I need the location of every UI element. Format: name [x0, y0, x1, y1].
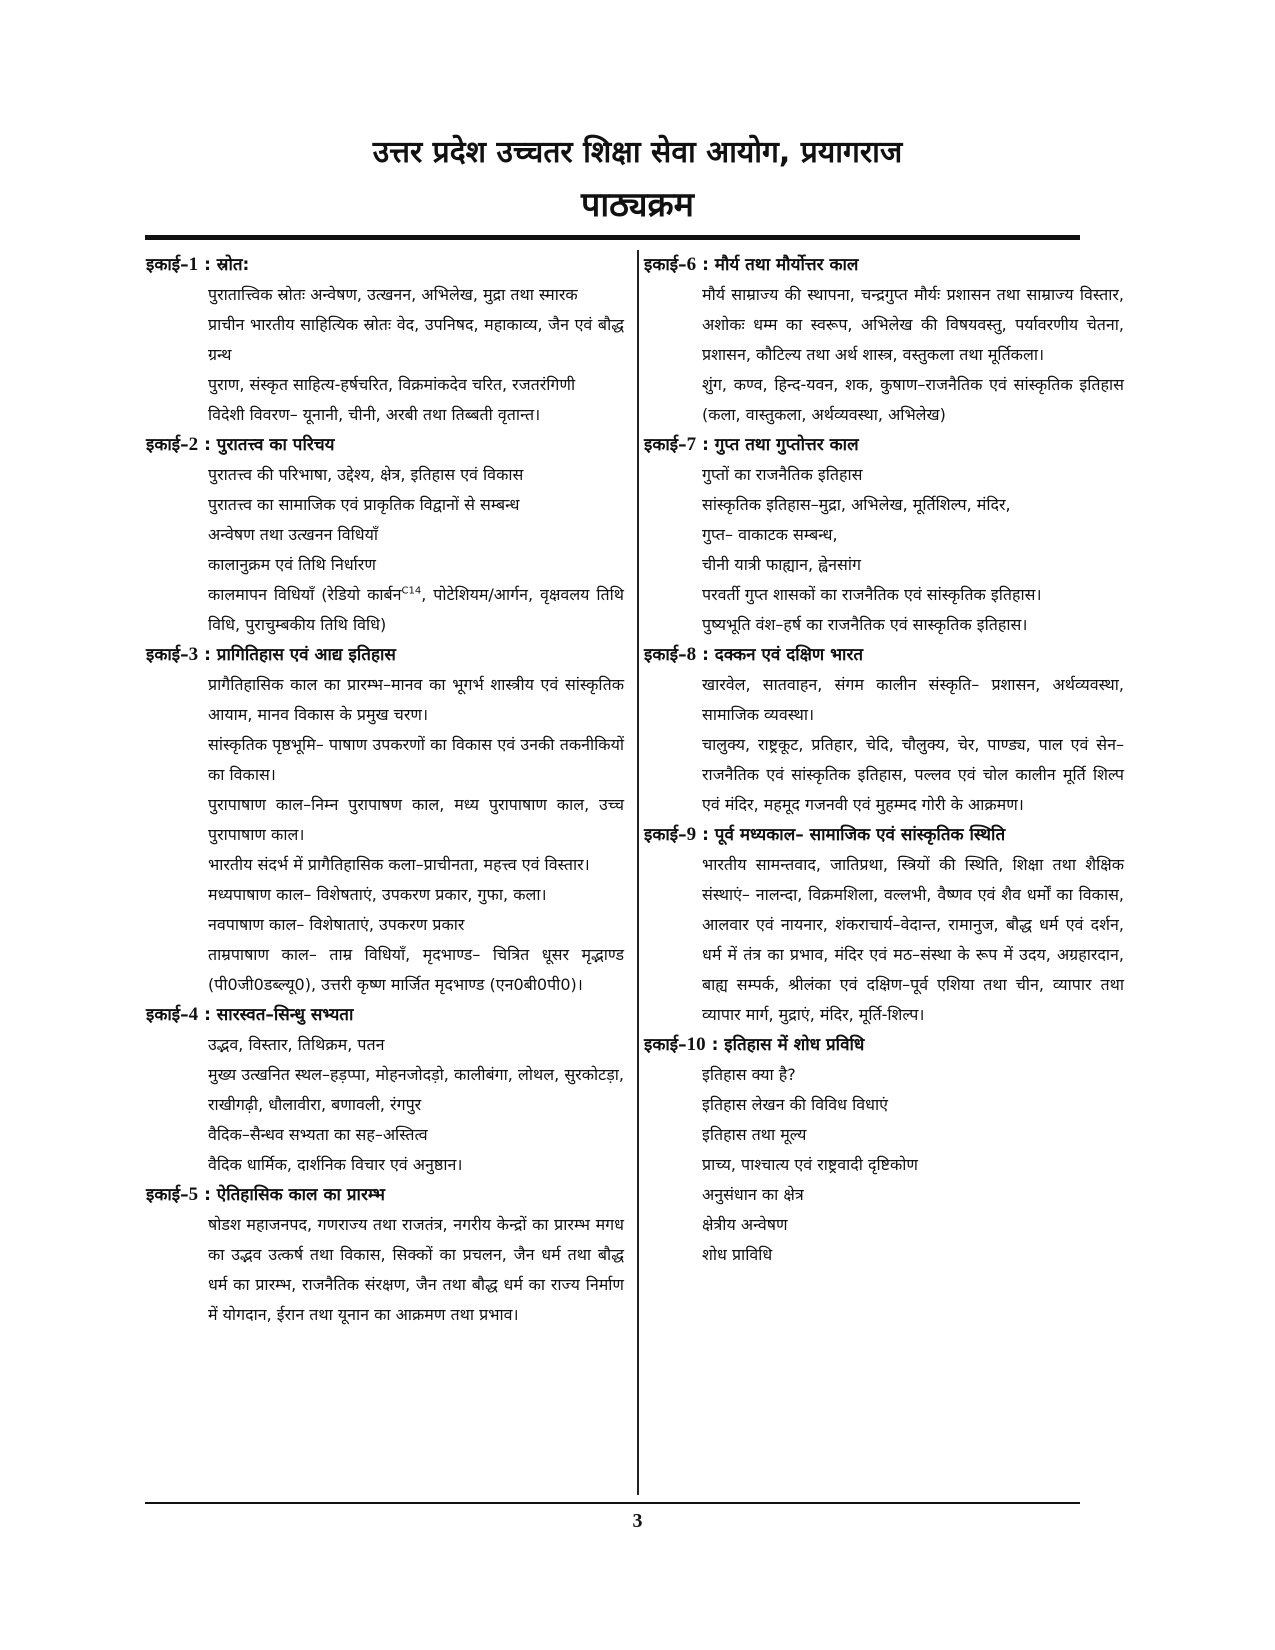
syllabus-item: प्राचीन भारतीय साहित्यिक स्रोतः वेद, उपनिषद, महाकाव्य, जैन एवं बौद्ध ग्रन्थ	[208, 315, 624, 364]
unit-separator: :	[705, 1035, 725, 1055]
unit-number: 8	[686, 644, 697, 665]
unit-label: इकाई–	[146, 435, 189, 455]
syllabus-item: षोडश महाजनपद, गणराज्य तथा राजतंत्र, नगरीय केन्द्रों का प्रारम्भ मगध का उद्भव उत्कर्ष तथा विकास, सिक्कों का प्रचलन, जैन धर्म तथा बौद्ध धर्म का प्रारम्भ, राजनैतिक संरक्षण, जैन तथा बौद्ध धर्म का राज्य निर्माण में योगदान, ईरान तथा यूनान का आक्रमण तथा प्रभाव।	[208, 1215, 624, 1324]
unit-separator: :	[696, 825, 715, 845]
footer-rule	[145, 1502, 1080, 1504]
unit-separator: :	[198, 645, 217, 665]
unit-label: इकाई–	[146, 1185, 189, 1205]
unit-title: पूर्व मध्यकाल– सामाजिक एवं सांस्कृतिक स्थिति	[714, 825, 1006, 845]
unit-title: दक्कन एवं दक्षिण भारत	[714, 645, 864, 665]
unit-number: 7	[686, 434, 697, 455]
unit-1	[146, 250, 624, 430]
syllabus-item: पुरातत्त्व की परिभाषा, उद्देश्य, क्षेत्र, इतिहास एवं विकास	[208, 465, 524, 484]
unit-label: इकाई–	[146, 1005, 189, 1025]
unit-separator: :	[696, 645, 715, 665]
unit-title: पुरातत्त्व का परिचय	[216, 435, 335, 455]
syllabus-item: गुप्त– वाकाटक सम्बन्ध,	[702, 525, 838, 544]
unit-heading	[644, 1030, 1124, 1060]
unit-separator: :	[198, 1185, 217, 1205]
unit-label: इकाई–	[644, 255, 687, 275]
unit-title: प्रागितिहास एवं आद्य इतिहास	[216, 645, 396, 665]
syllabus-item: वैदिक–सैन्धव सभ्यता का सह–अस्तित्व	[208, 1125, 428, 1144]
unit-separator: :	[198, 255, 217, 275]
unit-7	[644, 430, 1124, 640]
unit-number: 2	[188, 434, 199, 455]
unit-label: इकाई–	[146, 255, 189, 275]
unit-number: 9	[686, 824, 697, 845]
syllabus-item: इतिहास क्या है?	[702, 1065, 796, 1084]
syllabus-item: ताम्रपाषाण काल– ताम्र विधियाँ, मृदभाण्ड– चित्रित धूसर मृद्भाण्ड (पी0जी0डब्ल्यू0), उत्तरी कृष्ण मार्जित मृदभाण्ड (एन0बी0पी0)।	[208, 945, 624, 994]
syllabus-item: पुष्यभूति वंश–हर्ष का राजनैतिक एवं सास्कृतिक इतिहास।	[702, 615, 1028, 634]
unit-heading	[644, 820, 1124, 850]
unit-number: 10	[686, 1034, 706, 1055]
unit-separator: :	[198, 435, 217, 455]
header-rule	[145, 235, 1080, 240]
unit-heading	[644, 250, 1124, 280]
unit-number: 1	[188, 254, 199, 275]
unit-separator: :	[696, 435, 715, 455]
syllabus-item: गुप्तों का राजनैतिक इतिहास	[702, 465, 863, 484]
syllabus-item: क्षेत्रीय अन्वेषण	[702, 1215, 788, 1234]
unit-8	[644, 640, 1124, 820]
syllabus-item	[208, 580, 624, 640]
unit-title: इतिहास में शोध प्रविधि	[724, 1035, 865, 1055]
unit-title: मौर्य तथा मौर्योत्तर काल	[714, 255, 859, 275]
left-column	[146, 250, 624, 1330]
unit-4	[146, 1000, 624, 1180]
syllabus-item: पुरातात्त्विक स्रोतः अन्वेषण, उत्खनन, अभिलेख, मुद्रा तथा स्मारक	[208, 285, 578, 304]
syllabus-item: नवपाषाण काल– विशेषाताएं, उपकरण प्रकार	[208, 915, 465, 934]
syllabus-item: अन्वेषण तथा उत्खनन विधियाँ	[208, 525, 379, 544]
unit-label: इकाई–	[644, 825, 687, 845]
unit-label: इकाई–	[146, 645, 189, 665]
right-column	[644, 250, 1124, 1270]
carbon-superscript: C14	[401, 585, 422, 597]
syllabus-item: मुख्य उत्खनित स्थल–हड़प्पा, मोहनजोदड़ो, कालीबंगा, लोथल, सुरकोटड़ा, राखीगढ़ी, धौलावीरा, बणावली, रंगपुर	[208, 1065, 624, 1114]
page-number: 3	[632, 1510, 643, 1532]
unit-label: इकाई–	[644, 645, 687, 665]
syllabus-item: प्राच्य, पाश्चात्य एवं राष्ट्रवादी दृष्टिकोण	[702, 1155, 918, 1174]
unit-label: इकाई–	[644, 1035, 687, 1055]
syllabus-item: अनुसंधान का क्षेत्र	[702, 1185, 804, 1204]
unit-title: गुप्त तथा गुप्तोत्तर काल	[714, 435, 859, 455]
syllabus-item: इतिहास तथा मूल्य	[702, 1125, 807, 1144]
syllabus-item: चालुक्य, राष्ट्रकूट, प्रतिहार, चेदि, चौलुक्य, चेर, पाण्ड्य, पाल एवं सेन– राजनैतिक एवं सांस्कृतिक इतिहास, पल्लव एवं चोल कालीन मूर्ति शिल्प एवं मंदिर, महमूद गजनवी एवं मुहम्मद गोरी के आक्रमण।	[702, 735, 1124, 814]
syllabus-item: भारतीय सामन्तवाद, जातिप्रथा, स्त्रियों की स्थिति, शिक्षा तथा शैक्षिक संस्थाएं– नालन्दा, विक्रमशिला, वल्लभी, वैष्णव एवं शैव धर्मों का विकास, आलवार एवं नायनार, शंकराचार्य–वेदान्त, रामानुज, बौद्ध धर्म एवं दर्शन, धर्म में तंत्र का प्रभाव, मंदिर एवं मठ–संस्था के रूप में उदय, अग्रहारदान, बाह्य सम्पर्क, श्रीलंका एवं दक्षिण–पूर्व एशिया तथा चीन, व्यापार तथा व्यापार मार्ग, मुद्राएं, मंदिर, मूर्ति-शिल्प।	[702, 855, 1124, 1024]
syllabus-item: सांस्कृतिक पृष्ठभूमि– पाषाण उपकरणों का विकास एवं उनकी तकनीकियों का विकास।	[208, 735, 624, 784]
column-divider	[637, 250, 639, 1495]
syllabus-item: भारतीय संदर्भ में प्रागैतिहासिक कला–प्राचीनता, महत्त्व एवं विस्तार।	[208, 855, 590, 874]
document-title: पाठ्यक्रम	[581, 185, 694, 225]
syllabus-item: वैदिक धार्मिक, दार्शनिक विचार एवं अनुष्ठान।	[208, 1155, 463, 1174]
unit-heading	[146, 250, 624, 280]
unit-heading	[644, 640, 1124, 670]
unit-number: 4	[188, 1004, 199, 1025]
syllabus-item: चीनी यात्री फाह्यान, ह्वेनसांग	[702, 555, 861, 574]
unit-number: 6	[686, 254, 697, 275]
syllabus-item: सांस्कृतिक इतिहास–मुद्रा, अभिलेख, मूर्तिशिल्प, मंदिर,	[702, 495, 1011, 514]
syllabus-item: प्रागैतिहासिक काल का प्रारम्भ–मानव का भूगर्भ शास्त्रीय एवं सांस्कृतिक आयाम, मानव विकास के प्रमुख चरण।	[208, 675, 624, 724]
syllabus-item: शोध प्राविधि	[702, 1245, 773, 1264]
syllabus-item: खारवेल, सातवाहन, संगम कालीन संस्कृति– प्रशासन, अर्थव्यवस्था, सामाजिक व्यवस्था।	[702, 675, 1124, 724]
unit-label: इकाई–	[644, 435, 687, 455]
unit-separator: :	[198, 1005, 217, 1025]
syllabus-item: शुंग, कण्व, हिन्द-यवन, शक, कुषाण–राजनैतिक एवं सांस्कृतिक इतिहास (कला, वास्तुकला, अर्थव्यवस्था, अभिलेख)	[702, 375, 1124, 424]
item-text: कालमापन विधियाँ (रेडियो कार्बन	[208, 585, 402, 604]
unit-title: स्रोत:	[216, 255, 250, 275]
syllabus-item: उद्भव, विस्तार, तिथिक्रम, पतन	[208, 1035, 385, 1054]
unit-5	[146, 1180, 624, 1330]
syllabus-item: कालानुक्रम एवं तिथि निर्धारण	[208, 555, 376, 574]
unit-heading	[146, 1180, 624, 1210]
syllabus-item: पुरापाषाण काल–निम्न पुरापाषण काल, मध्य पुरापाषाण काल, उच्च पुरापाषाण काल।	[208, 795, 624, 844]
syllabus-item: मध्यपाषाण काल– विशेषताएं, उपकरण प्रकार, गुफा, कला।	[208, 885, 547, 904]
unit-heading	[146, 640, 624, 670]
syllabus-item: इतिहास लेखन की विविध विधाएं	[702, 1095, 888, 1114]
unit-separator: :	[696, 255, 715, 275]
syllabus-item: विदेशी विवरण– यूनानी, चीनी, अरबी तथा तिब्बती वृतान्त।	[208, 405, 541, 424]
unit-heading	[146, 430, 624, 460]
item-text: , पोटेशियम/आर्गन, वृक्षवलय तिथि विधि, पुराचुम्बकीय तिथि विधि)	[208, 585, 624, 634]
unit-heading	[146, 1000, 624, 1030]
unit-heading	[644, 430, 1124, 460]
unit-2	[146, 430, 624, 640]
unit-6	[644, 250, 1124, 430]
unit-number: 5	[188, 1184, 199, 1205]
unit-3	[146, 640, 624, 1000]
unit-10	[644, 1030, 1124, 1270]
unit-number: 3	[188, 644, 199, 665]
unit-title: ऐतिहासिक काल का प्रारम्भ	[216, 1185, 385, 1205]
unit-9	[644, 820, 1124, 1030]
syllabus-item: मौर्य साम्राज्य की स्थापना, चन्द्रगुप्त मौर्यः प्रशासन तथा साम्राज्य विस्तार, अशोकः धम्म का स्वरूप, अभिलेख की विषयवस्तु, पर्यावरणीय चेतना, प्रशासन, कौटिल्य तथा अर्थ शास्त्र, वस्तुकला तथा मूर्तिकला।	[702, 285, 1124, 364]
unit-title: सारस्वत–सिन्धु सभ्यता	[216, 1005, 354, 1025]
syllabus-item: पुराण, संस्कृत साहित्य-हर्षचरित, विक्रमांकदेव चरित, रजतरंगिणी	[208, 375, 576, 394]
organization-title: उत्तर प्रदेश उच्चतर शिक्षा सेवा आयोग, प्रयागराज	[372, 135, 903, 170]
syllabus-item: पुरातत्त्व का सामाजिक एवं प्राकृतिक विद्वानों से सम्बन्ध	[208, 495, 520, 514]
syllabus-item: परवर्ती गुप्त शासकों का राजनैतिक एवं सांस्कृतिक इतिहास।	[702, 585, 1042, 604]
